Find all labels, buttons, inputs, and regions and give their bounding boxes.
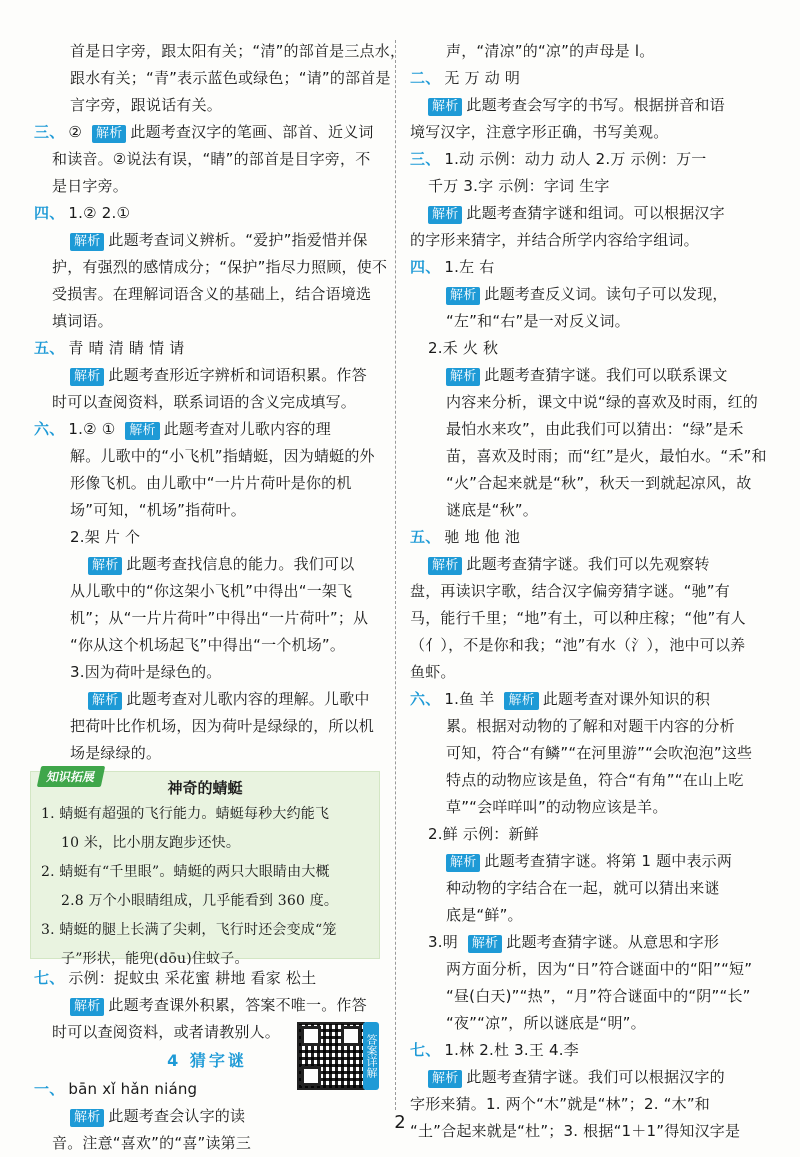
analysis-line: 两方面分析，因为“日”符合谜面中的“阳”“短”: [446, 960, 753, 978]
analysis-line: “左”和“右”是一对反义词。: [446, 312, 630, 330]
analysis-tag: 解析: [92, 125, 126, 143]
analysis-line: “夜”“凉”，所以谜底是“明”。: [446, 1014, 646, 1032]
analysis-line: 解。儿歌中的“小飞机”指蜻蜓，因为蜻蜓的外: [70, 447, 375, 465]
analysis-line: 鱼虾。: [410, 663, 456, 681]
analysis-line: 机”；从“一片片荷叶”中得出“一片荷叶”；从: [70, 609, 369, 627]
left-column: [34, 38, 406, 1157]
knowledge-line: 3. 蜻蜓的腿上长满了尖刺，飞行时还会变成“笼: [41, 922, 337, 938]
knowledge-line: 子”形状，能兜(dōu)住蚊子。: [61, 951, 249, 967]
right-column: [410, 38, 767, 1145]
text-line: 跟水有关；“青”表示蓝色或绿色；“请”的部首是: [70, 69, 391, 87]
analysis-line: 把荷叶比作机场，因为荷叶是绿绿的，所以机: [70, 717, 375, 735]
analysis-tag: 解析: [428, 557, 462, 575]
analysis-line: 场”可知，“机场”指荷叶。: [70, 501, 246, 519]
r4-2-analysis-first: 解析 此题考查猜字谜。我们可以联系课文: [410, 362, 754, 389]
r5-analysis-first: 解析 此题考查猜字谜。我们可以先观察转: [410, 551, 754, 578]
analysis-tag: 解析: [70, 368, 104, 386]
knowledge-line: 10 米，比小朋友跑步还快。: [61, 835, 241, 851]
column-divider: [395, 40, 396, 1110]
r6-3-answer: 3.明 解析 此题考查猜字谜。从意思和字形: [428, 933, 720, 951]
analysis-line: 草”“会咩咩叫”的动物应该是羊。: [446, 798, 668, 816]
knowledge-line: 2.8 万个小眼睛组成，几乎能看到 360 度。: [61, 893, 339, 909]
analysis-tag: 解析: [428, 206, 462, 224]
analysis-line: 累。根据对动物的了解和对题干内容的分析: [446, 717, 735, 735]
analysis-line: 种动物的字结合在一起，就可以猜出来谜: [446, 879, 720, 897]
r2-analysis-first: 解析 此题考查会写字的书写。根据拼音和语: [410, 92, 754, 119]
analysis-tag: 解析: [428, 1070, 462, 1088]
r6-2-answer: 2.鲜 示例：新鲜: [428, 825, 539, 843]
analysis-line: 护，有强烈的感情成分；“保护”指尽力照顾，使不: [52, 258, 388, 276]
q4-analysis-first: 解析 此题考查词义辨析。“爱护”指爱惜并保: [34, 227, 380, 254]
r6-analysis: [410, 713, 754, 821]
analysis-line: 谜底是“秋”。: [446, 501, 538, 519]
analysis-line: 特点的动物应该是鱼，符合“有角”“在山上吃: [446, 771, 744, 789]
analysis-line: 音。注意“喜欢”的“喜”读第三: [52, 1134, 252, 1152]
knowledge-badge: 知识拓展: [37, 766, 105, 787]
r3-analysis-first: 解析 此题考查猜字谜和组词。可以根据汉字: [410, 200, 754, 227]
analysis-tag: 解析: [504, 692, 538, 710]
q5-analysis: [34, 389, 380, 416]
r7-analysis-first: 解析 此题考查猜字谜。我们可以根据汉字的: [410, 1064, 754, 1091]
analysis-line: 形像飞机。由儿歌中“一片片荷叶是你的机: [70, 474, 352, 492]
analysis-line: 从儿歌中的“你这架小飞机”中得出“一架飞: [70, 582, 353, 600]
r3-answer: 三、 1.动 示例：动力 动人 2.万 示例：万一: [410, 150, 707, 168]
r4-analysis-first: 解析 此题考查反义词。读句子可以发现，: [410, 281, 754, 308]
knowledge-title: 神奇的蜻蜓: [167, 779, 243, 797]
analysis-line: 时可以查阅资料，联系词语的含义完成填写。: [52, 393, 357, 411]
qr-label: 答案详解: [363, 1022, 379, 1090]
q3-answer: 三、 ② 解析 此题考查汉字的笔画、部首、近义词: [34, 123, 374, 141]
q6-answer: 六、 1.② ① 解析 此题考查对儿歌内容的理: [34, 420, 331, 438]
qr-finder: [341, 1026, 361, 1046]
analysis-line: （亻），不是你和我；“池”有水（氵），池中可以养: [410, 636, 746, 654]
analysis-line: 可知，符合“有鳞”“在河里游”“会吹泡泡”这些: [446, 744, 753, 762]
r2-analysis: [410, 119, 754, 146]
analysis-line: “你从这个机场起飞”中得出“一个机场”。: [70, 636, 346, 654]
r6-2-analysis: [410, 875, 754, 929]
answer-line: 千万 3.字 示例：字词 生字: [428, 177, 610, 195]
r4-analysis: [410, 308, 754, 335]
text-line: 言字旁，跟说话有关。: [70, 96, 223, 114]
text-line: 首是日字旁，跟太阳有关；“清”的部首是三点水，: [70, 42, 406, 60]
analysis-line: 和读音。②说法有误，“睛”的部首是目字旁，不: [52, 150, 371, 168]
s1-answer: 一、 bān xǐ hǎn niáng: [34, 1080, 198, 1098]
analysis-line: “火”合起来就是“秋”，秋天一到就起凉风，故: [446, 474, 752, 492]
r6-answer: 六、 1.鱼 羊 解析 此题考查对课外知识的积: [410, 690, 711, 708]
analysis-line: 境写汉字，注意字形正确，书写美观。: [410, 123, 669, 141]
q6-3-analysis: [34, 713, 380, 767]
q6-3-answer: 3.因为荷叶是绿色的。: [70, 663, 222, 681]
r6-2-analysis-first: 解析 此题考查猜字谜。将第 1 题中表示两: [410, 848, 754, 875]
knowledge-lines: [31, 800, 379, 974]
analysis-line: 马，能行千里；“地”有土，可以种庄稼；“他”有人: [410, 609, 746, 627]
s1-analysis-first: 解析 此题考查会认字的读: [34, 1103, 380, 1130]
analysis-tag: 解析: [88, 692, 122, 710]
s1-analysis: [34, 1130, 380, 1157]
analysis-line: 填词语。: [52, 312, 113, 330]
analysis-line: 的字形来猜字，并结合所学内容给字组词。: [410, 231, 699, 249]
analysis-line: 最怕水来攻”，由此我们可以猜出：“绿”是禾: [446, 420, 744, 438]
q5-analysis-first: 解析 此题考查形近字辨析和词语积累。作答: [34, 362, 380, 389]
knowledge-box: [30, 770, 380, 967]
analysis-tag: 解析: [428, 98, 462, 116]
r3-analysis: [410, 227, 754, 254]
qr-code-icon[interactable]: [297, 1022, 365, 1090]
analysis-line: 底是“鲜”。: [446, 906, 523, 924]
analysis-tag: 解析: [70, 998, 104, 1016]
analysis-tag: 解析: [125, 422, 159, 440]
knowledge-line: 2. 蜻蜓有“千里眼”。蜻蜓的两只大眼睛由大概: [41, 864, 330, 880]
r4-answer: 四、 1.左 右: [410, 258, 495, 276]
analysis-line: “土”合起来就是“杜”；3. 根据“1＋1”得知汉字是: [410, 1122, 741, 1140]
analysis-tag: 解析: [468, 935, 502, 953]
analysis-line: “昼(白天)”“热”，“月”符合谜面中的“阴”“长”: [446, 987, 751, 1005]
page-number: 2: [394, 1112, 406, 1133]
q4-answer: 四、 1.② 2.①: [34, 204, 131, 222]
qr-code-block[interactable]: [297, 1022, 379, 1094]
q7-answer: 七、 示例：捉蚊虫 采花蜜 耕地 看家 松土: [34, 969, 317, 987]
analysis-line: 苗，喜欢及时雨；而“红”是火，最怕水。“禾”和: [446, 447, 767, 465]
q7-analysis-first: 解析 此题考查课外积累，答案不唯一。作答: [34, 992, 380, 1019]
analysis-line: 内容来分析，课文中说“绿的喜欢及时雨，红的: [446, 393, 758, 411]
analysis-line: 场是绿绿的。: [70, 744, 162, 762]
q5-answer: 五、 青 晴 清 睛 情 请: [34, 339, 185, 357]
right-top-line: 声，“清凉”的“凉”的声母是 l。: [446, 42, 655, 60]
analysis-line: 时可以查阅资料，或者请教别人。: [52, 1023, 281, 1041]
q3-analysis: [34, 146, 380, 200]
analysis-tag: 解析: [446, 854, 480, 872]
analysis-tag: 解析: [88, 557, 122, 575]
qr-finder: [301, 1066, 321, 1086]
q6-analysis: [34, 443, 380, 524]
q6-3-analysis-first: 解析 此题考查对儿歌内容的理解。儿歌中: [34, 686, 380, 713]
q6-2-analysis-first: 解析 此题考查找信息的能力。我们可以: [34, 551, 380, 578]
r3-answer-cont: [410, 173, 754, 200]
q4-analysis: [34, 254, 388, 335]
analysis-tag: 解析: [70, 1109, 104, 1127]
q6-2-analysis: [34, 578, 380, 659]
analysis-tag: 解析: [446, 368, 480, 386]
analysis-line: 是日字旁。: [52, 177, 129, 195]
q6-2-answer: 2.架 片 个: [70, 528, 141, 546]
r7-answer: 七、 1.林 2.杜 3.王 4.李: [410, 1041, 579, 1059]
qr-finder: [301, 1026, 321, 1046]
r6-3-analysis: [410, 956, 754, 1037]
analysis-tag: 解析: [446, 287, 480, 305]
analysis-line: 盘，再读识字歌，结合汉字偏旁猜字谜。“驰”有: [410, 582, 730, 600]
r5-answer: 五、 驰 地 他 池: [410, 528, 521, 546]
section-title: 4 猜字谜: [167, 1051, 247, 1070]
r4-2-answer: 2.禾 火 秋: [428, 339, 499, 357]
analysis-tag: 解析: [70, 233, 104, 251]
knowledge-line: 1. 蜻蜓有超强的飞行能力。蜻蜓每秒大约能飞: [41, 806, 330, 822]
analysis-line: 受损害。在理解词语含义的基础上，结合语境选: [52, 285, 372, 303]
left-intro: [34, 38, 406, 119]
r2-answer: 二、 无 万 动 明: [410, 69, 521, 87]
r4-2-analysis: [410, 389, 767, 524]
r5-analysis: [410, 578, 754, 686]
analysis-line: 字形来猜。1. 两个“木”就是“林”；2. “木”和: [410, 1095, 710, 1113]
